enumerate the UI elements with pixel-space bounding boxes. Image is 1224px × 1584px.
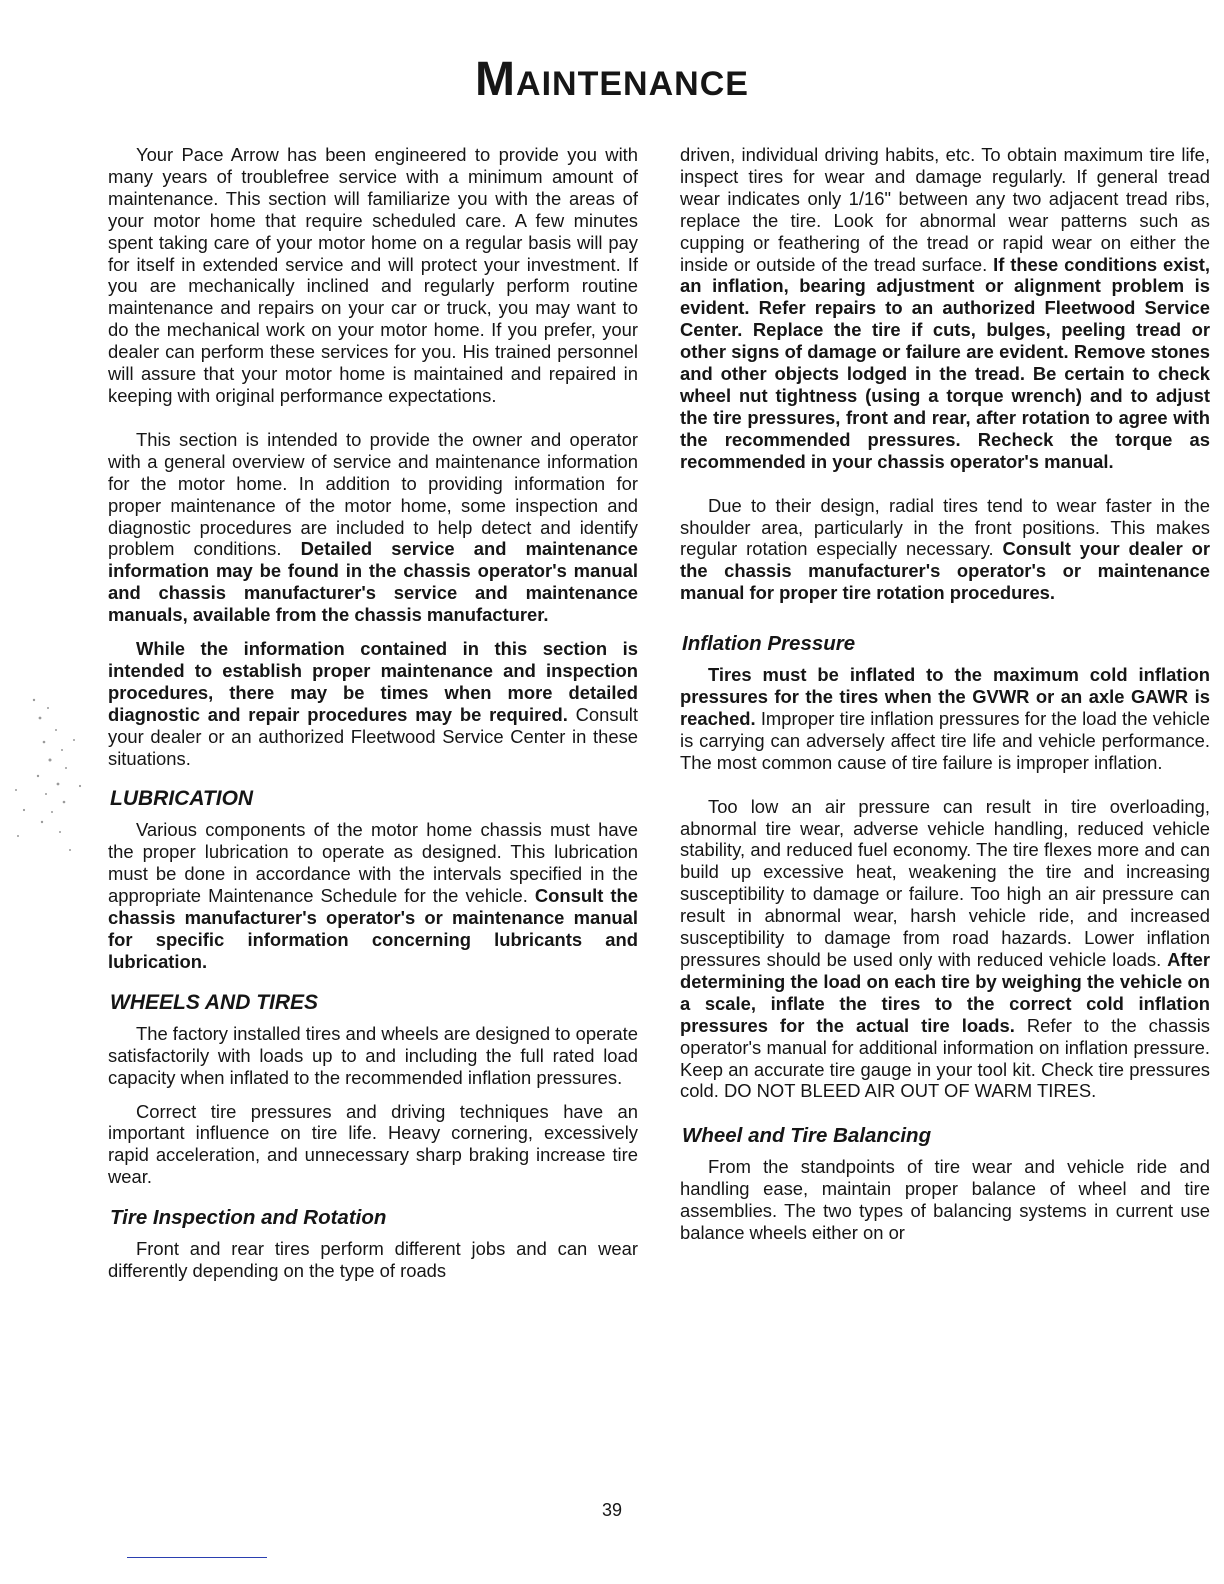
tire-inspection-rotation-heading: Tire Inspection and Rotation (110, 1206, 387, 1230)
intro-paragraph-2-bold: Detailed service and maintenance information may be found in the chassis operator's manual and chassis manufacturer's service and maintenance manuals, available from the chassis manufacturer. (108, 538, 638, 626)
inflation-pressure-heading: Inflation Pressure (682, 632, 856, 656)
inflation-paragraph-2-bold: After determining the load on each tire by weighing the vehicle on a scale, inflate the tires to the correct cold inflation pressures for the actual tire loads. (680, 949, 1210, 1036)
footer-rule (127, 1557, 267, 1558)
radial-tires-bold: Consult your dealer or the chassis manufacturer's operator's or maintenance manual for proper tire rotation procedures. (680, 538, 1211, 604)
left-column (108, 144, 638, 1294)
inflation-paragraph-1-text: Improper tire inflation pressures for the load the vehicle is carrying can adversely affect tire life and vehicle performance. The most common cause of tire failure is improper inflation. (680, 707, 1210, 773)
inflation-paragraph-2 (680, 796, 1210, 1103)
inflation-paragraph-1-bold: Tires must be inflated to the maximum cold inflation pressures for the tires when the GVWR or an axle GAWR is reached. (680, 664, 1210, 729)
rotation-continued-bold: If these conditions exist, an inflation, bearing adjustment or alignment problem is evident. Refer repairs to an authorized Fleetwood Service Center. Replace the tire if cuts, bulges, peeling tread or other signs of damage or failure are evident. Remove stones and other objects lodged in the tread. Be certain to check wheel nut tightness (using a torque wrench) and to adjust the tire pressures, front and rear, after rotation to agree with the recommended pressures. Recheck the torque as recommended in your chassis operator's manual. (680, 253, 1210, 472)
intro-paragraph-2 (108, 429, 638, 626)
wheels-paragraph-2: Correct tire pressures and driving techniques have an important influence on tire life. Heavy cornering, excessively rapid acceleration, and unnecessary sharp braking increase tire wear. (108, 1100, 638, 1188)
intro-paragraph-3 (108, 638, 638, 769)
page-title: Maintenance (475, 53, 749, 106)
balancing-paragraph-1: From the standpoints of tire wear and vehicle ride and handling ease, maintain proper balance of wheel and tire assemblies. The two types of balancing systems in current use balance wheels either on or (680, 1156, 1210, 1244)
intro-paragraph-3-bold: While the information contained in this section is intended to establish proper maintenance and inspection procedures, there may be times when more detailed diagnostic and repair procedures may be required. (108, 638, 638, 725)
intro-paragraph-3-text: Consult your dealer or an authorized Fleetwood Service Center in these situations. (108, 703, 638, 769)
lubrication-paragraph (108, 819, 638, 972)
inflation-paragraph-2-text-2: Refer to the chassis operator's manual for additional information on inflation pressure. Keep an accurate tire gauge in your tool kit. Check tire pressures cold. DO NOT BLEED AIR OUT OF WARM TIRES. (680, 1014, 1210, 1102)
lubrication-bold: Consult the chassis manufacturer's operator's or maintenance manual for specific information concerning lubricants and lubrication. (108, 885, 638, 972)
right-column (680, 144, 1210, 1256)
radial-tires-paragraph (680, 495, 1210, 605)
rotation-continued-text: driven, individual driving habits, etc. To obtain maximum tire life, inspect tires for wear and damage regularly. If general tread wear indicates only 1/16" between any two adjacent tread ribs, replace the tire. Look for abnormal wear patterns such as cupping or feathering of the tread or rapid wear on either the inside or outside of the tread surface. (680, 144, 1210, 275)
page-number: 39 (601, 1500, 623, 1520)
inflation-paragraph-1 (680, 664, 1210, 774)
wheels-and-tires-heading: WHEELS AND TIRES (110, 990, 319, 1014)
rotation-paragraph-1: Front and rear tires perform different jobs and can wear differently depending on the type of roads (108, 1238, 638, 1282)
intro-paragraph-1: Your Pace Arrow has been engineered to provide you with many years of troublefree service with a minimum amount of maintenance. This section will familiarize you with the areas of your motor home that require scheduled care. A few minutes spent taking care of your motor home on a regular basis will pay for itself in extended service and will protect your investment. If you are mechanically inclined and regularly perform routine maintenance and repairs on your car or truck, you may want to do the mechanical work on your motor home. If you prefer, your dealer can perform these services for you. His trained personnel will assure that your motor home is maintained and repaired in keeping with original performance expectations. (108, 144, 638, 406)
lubrication-heading: LUBRICATION (110, 787, 254, 811)
intro-paragraph-2-text: This section is intended to provide the owner and operator with a general overview of service and maintenance information for the motor home. In addition to providing information for proper maintenance of the motor home, some inspection and diagnostic procedures are included to help detect and identify problem conditions. (108, 428, 638, 560)
radial-tires-text: Due to their design, radial tires tend to wear faster in the shoulder area, particularly in the front positions. This makes regular rotation especially necessary. (680, 494, 1210, 560)
inflation-paragraph-2-text: Too low an air pressure can result in tire overloading, abnormal tire wear, adverse vehicle handling, reduced vehicle stability, and reduced fuel economy. The tire flexes more and can build up excessive heat, weakening the tire and increasing susceptibility to damage or failure. Too high an air pressure can result in abnormal wear, harsh vehicle ride, and increased susceptibility to damage from road hazards. Lower inflation pressures should be used only with reduced vehicle loads. (680, 795, 1210, 970)
wheels-paragraph-1: The factory installed tires and wheels are designed to operate satisfactorily with loads up to and including the full rated load capacity when inflated to the recommended inflation pressures. (108, 1022, 638, 1088)
wheel-tire-balancing-heading: Wheel and Tire Balancing (682, 1124, 932, 1148)
rotation-continued-paragraph (680, 144, 1210, 473)
lubrication-text: Various components of the motor home chassis must have the proper lubrication to operate as designed. This lubrication must be done in accordance with the intervals specified in the appropriate Maintenance Schedule for the vehicle. (108, 819, 638, 907)
scan-speckle-mark (4, 690, 94, 870)
